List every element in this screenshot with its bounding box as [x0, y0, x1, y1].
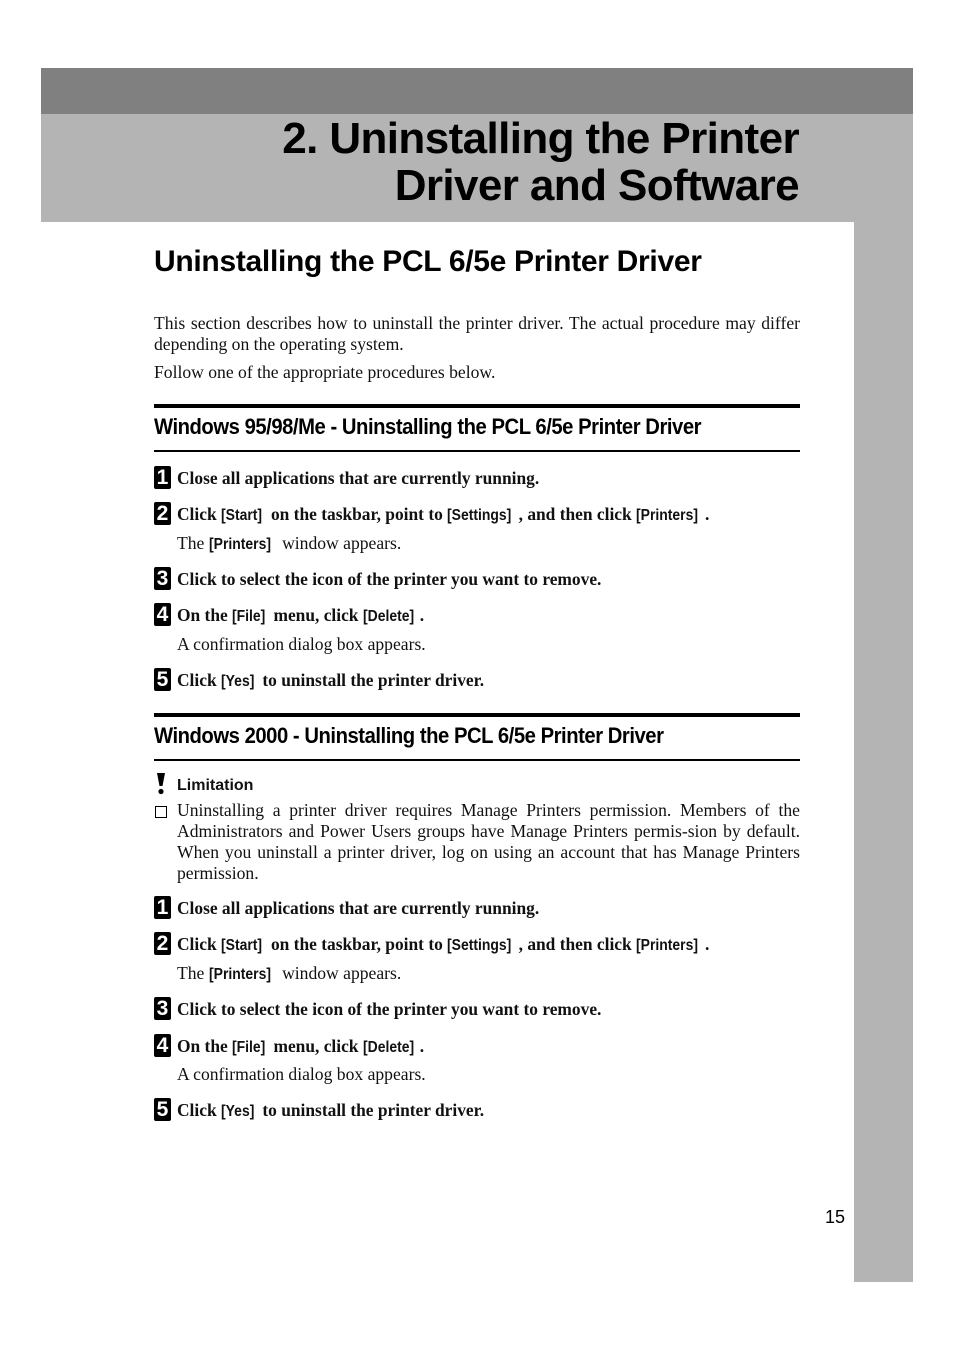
page-number: 15	[825, 1207, 846, 1227]
step-1	[154, 465, 800, 491]
step-number: 4	[154, 603, 171, 626]
step-text-part: , and then click	[518, 504, 637, 524]
step-text	[177, 1100, 484, 1121]
step-2	[154, 931, 800, 957]
step-text	[177, 468, 539, 489]
step-number: 3	[154, 997, 171, 1020]
ui-label-file: [File]	[232, 608, 266, 625]
note-part: window appears.	[277, 533, 402, 553]
step-text	[177, 504, 709, 525]
step-5	[154, 1097, 800, 1123]
step-number: 1	[154, 896, 171, 919]
step-text-part: , and then click	[518, 934, 637, 954]
intro-paragraph-2: Follow one of the appropriate procedures below.	[154, 362, 496, 382]
step-text-part: on the taskbar, point to	[266, 504, 448, 524]
step-number: 2	[154, 932, 171, 955]
note-part: The	[177, 963, 209, 983]
step-note: A confirmation dialog box appears.	[177, 634, 426, 654]
step-2	[154, 501, 800, 527]
note-part: window appears.	[277, 963, 402, 983]
step-text-part: menu, click	[269, 605, 363, 625]
chapter-title-line1: 2. Uninstalling the Printer	[282, 114, 799, 163]
ui-label-printers: [Printers]	[636, 507, 699, 524]
step-number: 5	[154, 668, 171, 691]
checkbox-icon	[155, 806, 167, 818]
section-rule-top	[154, 404, 800, 408]
exclamation-icon	[155, 773, 167, 795]
step-text	[177, 934, 709, 955]
ui-label-delete: [Delete]	[362, 1039, 415, 1056]
step-text-part: .	[704, 504, 710, 524]
step-3	[154, 566, 800, 592]
step-number: 5	[154, 1098, 171, 1121]
step-text-part: .	[419, 605, 425, 625]
intro-paragraph-1: This section describes how to uninstall the printer driver. The actual procedure may differ depending on the operating system.	[154, 313, 800, 354]
step-text	[177, 1036, 424, 1057]
step-5	[154, 667, 800, 693]
step-text-part: Close all applications that are currently running.	[177, 468, 540, 488]
step-text-part: Click to select the icon of the printer you want to remove.	[177, 569, 602, 589]
step-text-part: Click to select the icon of the printer you want to remove.	[177, 999, 602, 1019]
step-text-part: on the taskbar, point to	[266, 934, 448, 954]
chapter-title-line2: Driver and Software	[394, 161, 799, 210]
step-note	[177, 533, 401, 554]
section-rule-bottom	[154, 450, 800, 452]
section-rule-bottom	[154, 759, 800, 761]
subsection-heading-1: Windows 95/98/Me - Uninstalling the PCL 6/5e Printer Driver	[154, 414, 702, 439]
step-4	[154, 1033, 800, 1059]
step-text-part: Click	[177, 1100, 221, 1120]
step-number: 1	[154, 466, 171, 489]
ui-label-printers: [Printers]	[208, 536, 271, 553]
step-text-part: .	[704, 934, 710, 954]
step-text-part: Click	[177, 504, 221, 524]
step-text-part: .	[419, 1036, 425, 1056]
ui-label-file: [File]	[232, 1039, 266, 1056]
step-3	[154, 996, 800, 1022]
limitation-text: Uninstalling a printer driver requires Manage Printers permission. Members of the Administrators and Power Users groups have Manage Printers permis-sion by default. When you uninstall a printer driver, log on using an account that has Manage Printers permission.	[177, 800, 800, 883]
step-number: 2	[154, 502, 171, 525]
step-text	[177, 898, 539, 919]
ui-label-printers: [Printers]	[636, 937, 699, 954]
step-text-part: On the	[177, 605, 233, 625]
step-text-part: Click	[177, 934, 221, 954]
step-text	[177, 670, 484, 691]
step-text	[177, 569, 601, 590]
step-text	[177, 605, 424, 626]
step-text-part: to uninstall the printer driver.	[258, 670, 485, 690]
subsection-heading-2: Windows 2000 - Uninstalling the PCL 6/5e Printer Driver	[154, 723, 664, 748]
step-note: A confirmation dialog box appears.	[177, 1064, 426, 1084]
ui-label-delete: [Delete]	[362, 608, 415, 625]
ui-label-yes: [Yes]	[220, 673, 255, 690]
step-text-part: On the	[177, 1036, 233, 1056]
step-text	[177, 999, 601, 1020]
ui-label-printers: [Printers]	[208, 966, 271, 983]
step-text-part: to uninstall the printer driver.	[258, 1100, 485, 1120]
step-text-part: Click	[177, 670, 221, 690]
step-text-part: menu, click	[269, 1036, 363, 1056]
step-1	[154, 895, 800, 921]
ui-label-start: [Start]	[220, 507, 263, 524]
ui-label-yes: [Yes]	[220, 1103, 255, 1120]
step-number: 4	[154, 1034, 171, 1057]
section-title: Uninstalling the PCL 6/5e Printer Driver	[154, 245, 702, 278]
note-part: The	[177, 533, 209, 553]
ui-label-start: [Start]	[220, 937, 263, 954]
step-number: 3	[154, 567, 171, 590]
side-tab-bar	[854, 222, 913, 1282]
step-4	[154, 602, 800, 628]
step-note	[177, 963, 401, 984]
header-band-dark	[41, 68, 913, 114]
limitation-label: Limitation	[177, 777, 254, 794]
ui-label-settings: [Settings]	[447, 507, 512, 524]
ui-label-settings: [Settings]	[447, 937, 512, 954]
step-text-part: Close all applications that are currently running.	[177, 898, 540, 918]
chapter-title	[282, 115, 799, 209]
section-rule-top	[154, 713, 800, 717]
